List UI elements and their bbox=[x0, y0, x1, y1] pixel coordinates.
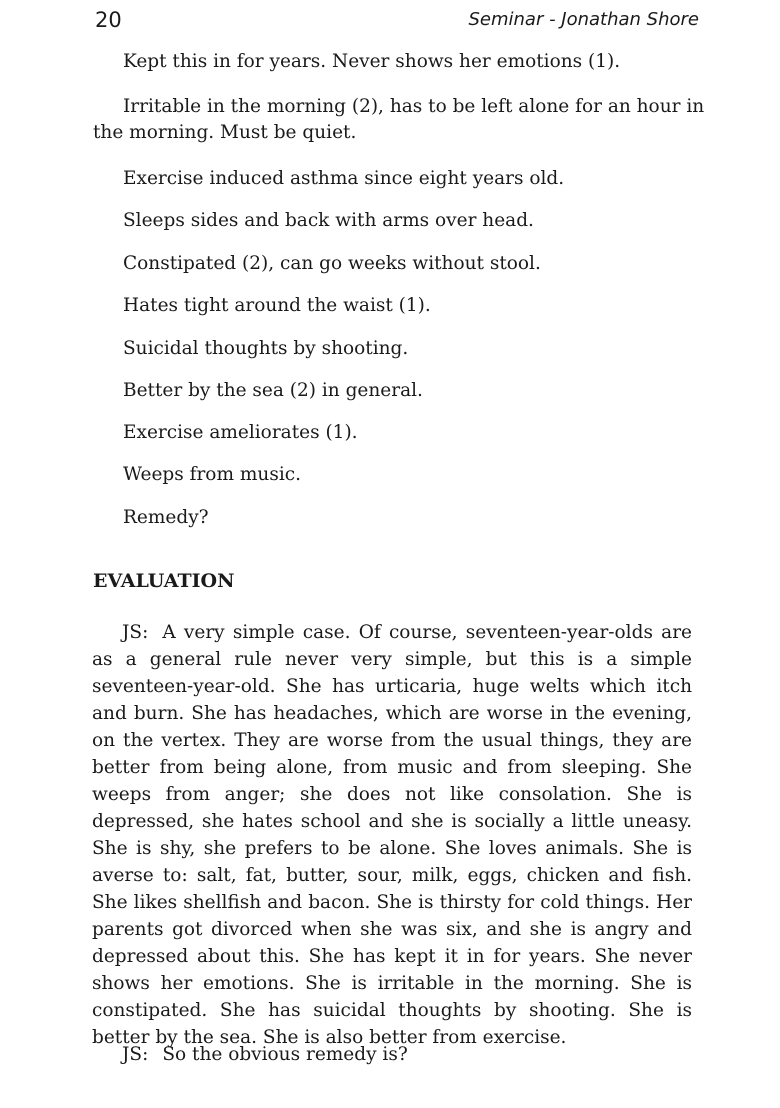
symptom-line: Kept this in for years. Never shows her emotions (1). bbox=[123, 51, 621, 72]
paragraph-text: So the obvious remedy is? bbox=[162, 1044, 408, 1065]
evaluation-question bbox=[92, 1041, 692, 1068]
evaluation-paragraph bbox=[92, 619, 692, 1051]
symptom-line: Remedy? bbox=[123, 507, 209, 528]
speaker-label: JS: bbox=[122, 622, 149, 643]
page-number: 20 bbox=[95, 8, 122, 32]
symptom-line: the morning. Must be quiet. bbox=[93, 122, 357, 143]
symptom-line: Better by the sea (2) in general. bbox=[123, 380, 423, 401]
symptom-line: Irritable in the morning (2), has to be left alone for an hour in bbox=[123, 96, 705, 117]
symptom-line: Exercise ameliorates (1). bbox=[123, 422, 358, 443]
evaluation-heading: EVALUATION bbox=[93, 570, 235, 592]
symptom-line: Hates tight around the waist (1). bbox=[123, 295, 431, 316]
symptom-line: Sleeps sides and back with arms over head. bbox=[123, 210, 534, 231]
evaluation-body bbox=[92, 619, 692, 1051]
paragraph-text: A very simple case. Of course, seventeen-year-olds are as a general rule never very simple, but this is a simple seventeen-year-old. She has urticaria, huge welts which itch and burn. She has headaches, which are worse in the evening, on the vertex. They are worse from the usual things, they are better from being alone, from music and from sleeping. She weeps from anger; she does not like consolation. She is depressed, she hates school and she is socially a little uneasy. She is shy, she prefers to be alone. She loves animals. She is averse to: salt, fat, butter, sour, milk, eggs, chicken and fish. She likes shellfish and bacon. She is thirsty for cold things. Her parents got divorced when she was six, and she is angry and depressed about this. She has kept it in for years. She never shows her emotions. She is irritable in the morning. She is constipated. She has suicidal thoughts by shooting. She is better by the sea. She is also better from exercise. bbox=[92, 622, 692, 1048]
page-header bbox=[95, 6, 699, 36]
symptom-line: Weeps from music. bbox=[123, 464, 301, 485]
symptom-line: Suicidal thoughts by shooting. bbox=[123, 338, 409, 359]
symptom-line: Exercise induced asthma since eight years old. bbox=[123, 168, 565, 189]
symptom-line: Constipated (2), can go weeks without stool. bbox=[123, 253, 541, 274]
evaluation-paragraph bbox=[92, 1041, 692, 1068]
speaker-label: JS: bbox=[122, 1044, 149, 1065]
running-head: Seminar - Jonathan Shore bbox=[468, 9, 699, 30]
